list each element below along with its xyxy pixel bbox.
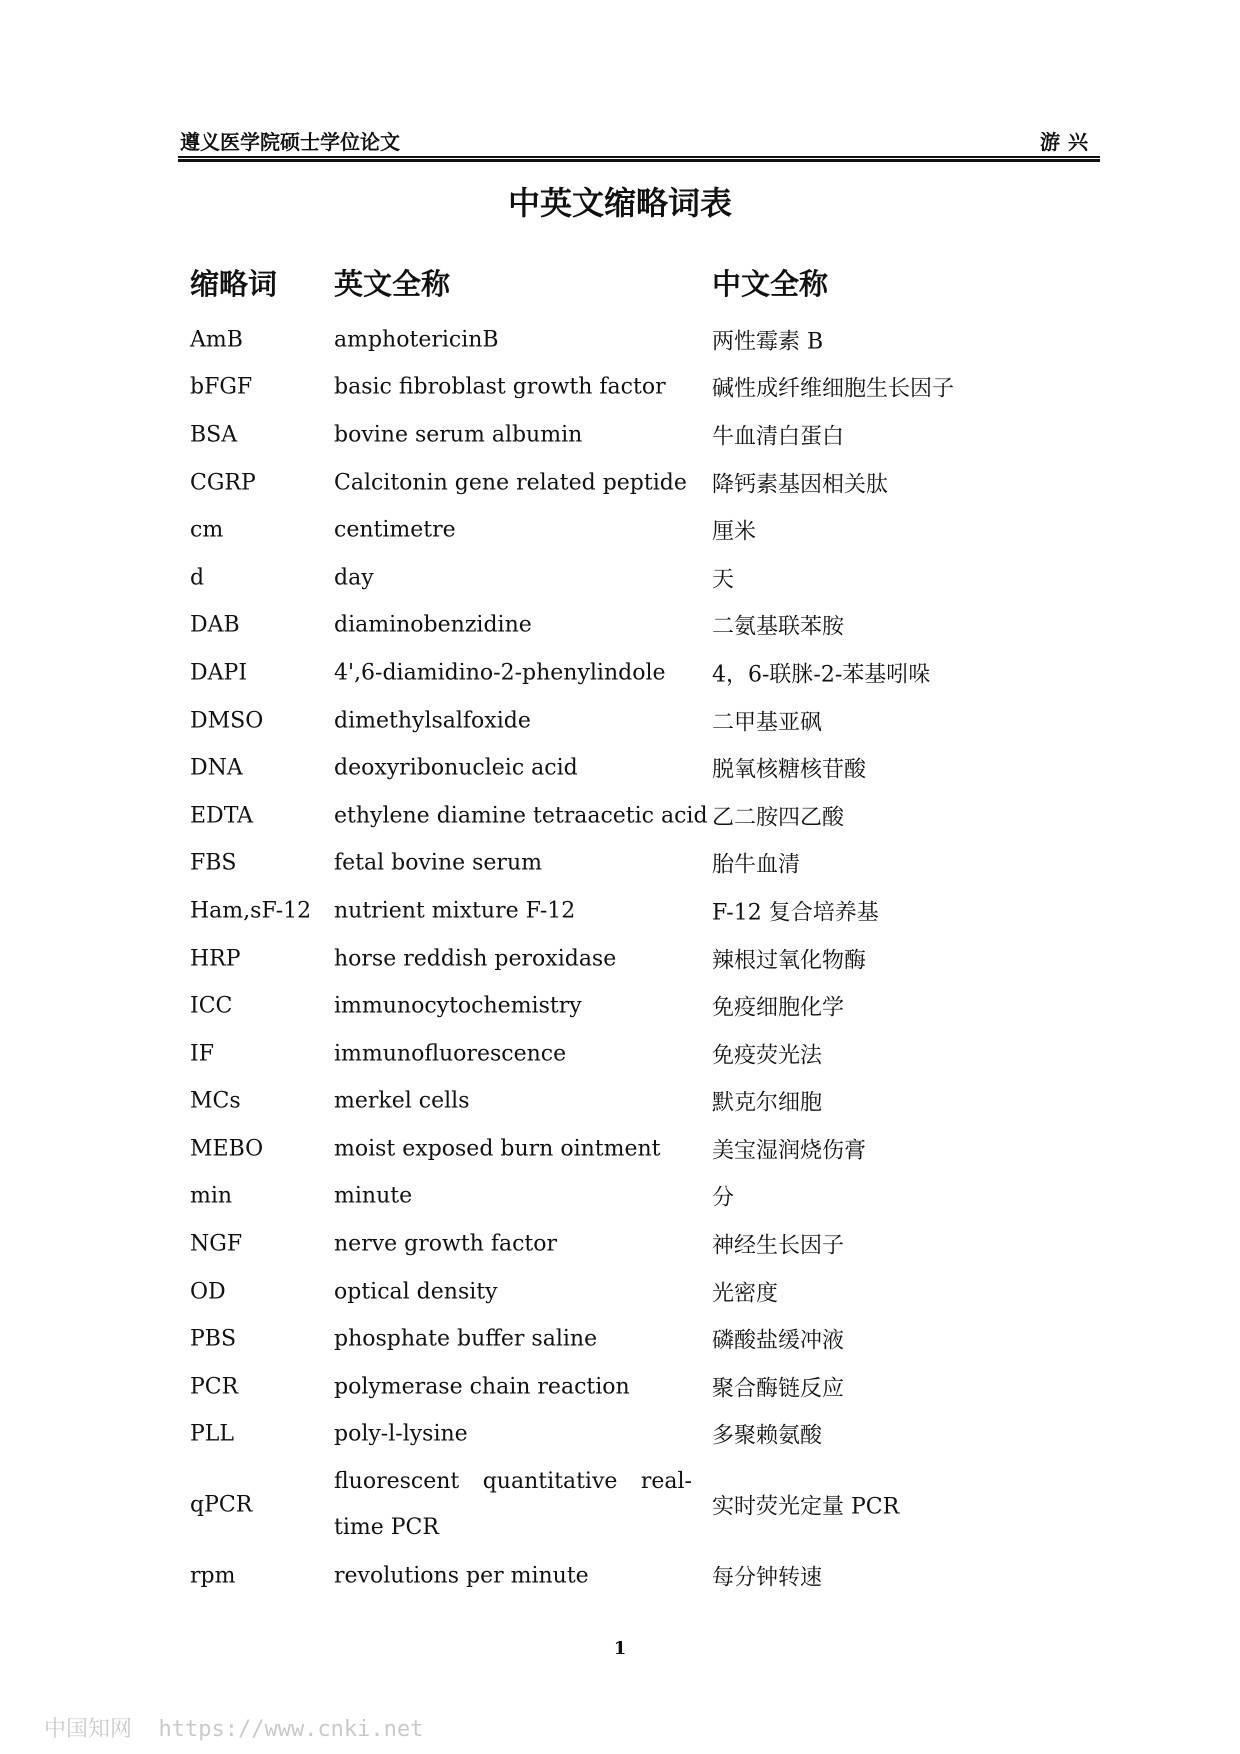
table-row <box>0 649 1240 697</box>
abbreviation-cell: rpm <box>190 1563 236 1589</box>
chinese-name-cell: 多聚赖氨酸 <box>712 1423 823 1449</box>
abbreviation-cell: d <box>190 565 205 591</box>
table-row <box>0 1220 1240 1268</box>
abbreviation-cell: ICC <box>190 993 233 1019</box>
abbreviation-cell: IF <box>190 1041 214 1067</box>
english-name-cell: bovine serum albumin <box>334 422 583 448</box>
abbreviation-cell: PLL <box>190 1421 235 1447</box>
chinese-name-cell: 光密度 <box>712 1281 779 1307</box>
table-row <box>0 1268 1240 1316</box>
english-name-cell: diaminobenzidine <box>334 612 532 638</box>
english-name-cell: polymerase chain reaction <box>334 1374 630 1400</box>
chinese-name-cell: F-12 复合培养基 <box>712 900 879 926</box>
english-name-cell: basic fibroblast growth factor <box>334 374 666 400</box>
chinese-name-cell: 免疫荧光法 <box>712 1043 823 1069</box>
english-name-cell: ethylene diamine tetraacetic acid <box>334 803 708 829</box>
chinese-name-cell: 美宝湿润烧伤膏 <box>712 1138 867 1164</box>
header-english-name: 英文全称 <box>334 267 451 301</box>
chinese-name-cell: 天 <box>712 567 735 593</box>
chinese-name-cell: 默克尔细胞 <box>712 1090 823 1116</box>
english-name-cell: poly-l-lysine <box>334 1421 468 1447</box>
abbreviation-cell: OD <box>190 1279 226 1305</box>
table-row <box>0 887 1240 935</box>
table-row <box>0 792 1240 840</box>
english-name-cell: amphotericinB <box>334 327 499 353</box>
table-row <box>0 1125 1240 1173</box>
chinese-name-cell: 辣根过氧化物酶 <box>712 948 867 974</box>
table-row <box>0 506 1240 554</box>
abbreviation-cell: qPCR <box>190 1492 253 1518</box>
abbreviation-cell: cm <box>190 517 224 543</box>
table-row <box>0 364 1240 412</box>
english-name-cell: fluorescent quantitative real-time PCR <box>334 1469 692 1541</box>
table-row <box>0 316 1240 364</box>
english-name-cell: centimetre <box>334 517 456 543</box>
english-name-cell: fetal bovine serum <box>334 850 542 876</box>
english-name-cell: optical density <box>334 1279 498 1305</box>
table-row <box>0 840 1240 888</box>
table-row <box>0 1552 1240 1600</box>
table-row <box>0 1173 1240 1221</box>
table-row <box>0 1411 1240 1459</box>
chinese-name-cell: 厘米 <box>712 519 757 545</box>
table-row <box>0 411 1240 459</box>
chinese-name-cell: 聚合酶链反应 <box>712 1376 845 1402</box>
table-row <box>0 982 1240 1030</box>
table-row <box>0 935 1240 983</box>
abbreviation-cell: DMSO <box>190 708 264 734</box>
cnki-watermark: 中国知网 https://www.cnki.net <box>44 1717 424 1742</box>
english-name-cell: phosphate buffer saline <box>334 1326 598 1352</box>
english-name-cell: immunofluorescence <box>334 1041 567 1067</box>
chinese-name-cell: 实时荧光定量 PCR <box>712 1494 900 1520</box>
english-name-cell: immunocytochemistry <box>334 993 582 1019</box>
english-name-cell: 4',6-diamidino-2-phenylindole <box>334 660 666 686</box>
english-name-cell: nutrient mixture F-12 <box>334 898 576 924</box>
chinese-name-cell: 磷酸盐缓冲液 <box>712 1328 845 1354</box>
abbreviation-cell: DAPI <box>190 660 248 686</box>
table-row <box>0 1315 1240 1363</box>
english-name-cell: day <box>334 565 374 591</box>
english-name-cell: nerve growth factor <box>334 1231 558 1257</box>
english-name-cell: Calcitonin gene related peptide <box>334 470 687 496</box>
chinese-name-cell: 乙二胺四乙酸 <box>712 805 845 831</box>
english-name-cell: minute <box>334 1183 413 1209</box>
table-row <box>0 744 1240 792</box>
table-row <box>0 602 1240 650</box>
english-name-cell: dimethylsalfoxide <box>334 708 531 734</box>
abbreviation-cell: FBS <box>190 850 237 876</box>
english-name-cell: moist exposed burn ointment <box>334 1136 661 1162</box>
abbreviation-cell: NGF <box>190 1231 243 1257</box>
header-chinese-name: 中文全称 <box>712 267 829 301</box>
table-row <box>0 1030 1240 1078</box>
chinese-name-cell: 牛血清白蛋白 <box>712 424 845 450</box>
abbreviation-cell: min <box>190 1183 233 1209</box>
abbreviation-cell: EDTA <box>190 803 254 829</box>
chinese-name-cell: 每分钟转速 <box>712 1565 823 1591</box>
abbreviation-cell: PBS <box>190 1326 237 1352</box>
english-name-cell: deoxyribonucleic acid <box>334 755 578 781</box>
chinese-name-cell: 脱氧核糖核苷酸 <box>712 757 867 783</box>
chinese-name-cell: 降钙素基因相关肽 <box>712 472 889 498</box>
english-name-cell: horse reddish peroxidase <box>334 946 617 972</box>
abbreviation-cell: Ham,sF-12 <box>190 898 312 924</box>
abbreviation-cell: HRP <box>190 946 241 972</box>
chinese-name-cell: 分 <box>712 1185 735 1211</box>
header-thesis-label: 遵义医学院硕士学位论文 <box>180 130 400 154</box>
abbreviation-cell: MEBO <box>190 1136 264 1162</box>
page-number: 1 <box>613 1638 627 1659</box>
chinese-name-cell: 二氨基联苯胺 <box>712 614 845 640</box>
abbreviation-cell: MCs <box>190 1088 241 1114</box>
abbreviation-cell: DNA <box>190 755 243 781</box>
abbreviation-cell: bFGF <box>190 374 253 400</box>
chinese-name-cell: 胎牛血清 <box>712 852 801 878</box>
chinese-name-cell: 两性霉素 B <box>712 329 824 355</box>
abbreviation-cell: DAB <box>190 612 240 638</box>
table-header <box>0 262 1240 310</box>
abbreviation-cell: AmB <box>190 327 243 353</box>
chinese-name-cell: 免疫细胞化学 <box>712 995 845 1021</box>
header-author: 游兴 <box>1040 130 1096 154</box>
table-row <box>0 459 1240 507</box>
table-row <box>0 554 1240 602</box>
table-row <box>0 1458 1240 1552</box>
header-abbreviation: 缩略词 <box>190 267 278 301</box>
abbreviation-cell: CGRP <box>190 470 256 496</box>
chinese-name-cell: 二甲基亚砜 <box>712 710 823 736</box>
chinese-name-cell: 碱性成纤维细胞生长因子 <box>712 376 955 402</box>
abbreviation-cell: BSA <box>190 422 238 448</box>
table-row <box>0 1363 1240 1411</box>
abbreviation-table <box>0 316 1240 1600</box>
abbreviation-cell: PCR <box>190 1374 239 1400</box>
english-name-cell: revolutions per minute <box>334 1563 589 1589</box>
chinese-name-cell: 神经生长因子 <box>712 1233 845 1259</box>
page-header <box>178 118 1100 158</box>
table-row <box>0 1078 1240 1126</box>
table-row <box>0 697 1240 745</box>
page-title: 中英文缩略词表 <box>507 184 732 222</box>
chinese-name-cell: 4，6-联脒-2-苯基吲哚 <box>712 662 931 688</box>
english-name-cell: merkel cells <box>334 1088 470 1114</box>
